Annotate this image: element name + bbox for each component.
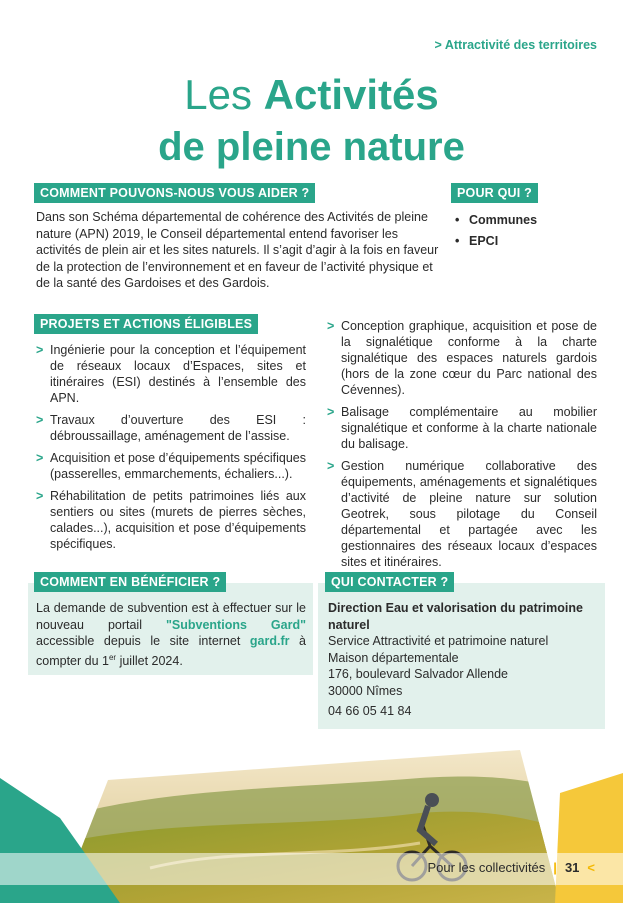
aider-heading: COMMENT POUVONS-NOUS VOUS AIDER ?	[34, 183, 315, 203]
beneficier-heading: COMMENT EN BÉNÉFICIER ?	[34, 572, 226, 592]
list-item: > Réhabilitation de petits patrimoines liés aux sentiers ou sites (murets de pierres sèches, calades...), acquisition et pose d’équipements spécifiques.	[36, 488, 306, 552]
title-les: Les	[184, 71, 264, 118]
beneficier-text-2: accessible depuis le site internet	[36, 634, 250, 648]
footer-separator: |	[553, 860, 557, 875]
list-item: > Acquisition et pose d’équipements spécifiques (passerelles, emmarchements, échaliers...).	[36, 450, 306, 482]
list-item: • Communes	[455, 212, 595, 228]
list-item: > Conception graphique, acquisition et pose de la signalétique conforme à la charte signalétique des espaces naturels gardois (hors de la zone cœur du Parc national des Cévennes).	[327, 318, 597, 398]
contact-city: 30000 Nîmes	[328, 683, 403, 698]
projets-heading: PROJETS ET ACTIONS ÉLIGIBLES	[34, 314, 258, 334]
site-link[interactable]: gard.fr	[249, 634, 290, 648]
footer-label: Pour les collectivités	[427, 860, 546, 875]
beneficier-text	[36, 600, 306, 669]
projets-right-list	[327, 318, 597, 576]
contact-org: Direction Eau et valorisation du patrimoine naturel	[328, 601, 583, 632]
contact-street: 176, boulevard Salvador Allende	[328, 667, 508, 681]
contact-building: Maison départementale	[328, 650, 459, 665]
list-item: > Balisage complémentaire au mobilier signalétique et conforme à la charte nationale du balisage.	[327, 404, 597, 452]
contact-phone[interactable]: 04 66 05 41 84	[328, 704, 412, 718]
contact-block	[328, 600, 600, 720]
title-line2: de pleine nature	[158, 125, 465, 169]
contact-heading: QUI CONTACTER ?	[325, 572, 454, 592]
list-item: > Travaux d’ouverture des ESI : débroussaillage, aménagement de l’assise.	[36, 412, 306, 444]
breadcrumb: > Attractivité des territoires	[434, 38, 597, 52]
projets-left-list	[36, 342, 306, 558]
beneficier-sup: er	[108, 652, 117, 662]
chevron-left-icon: <	[587, 860, 595, 875]
list-item: > Gestion numérique collaborative des équipements, aménagements et signalétiques d’activité de pleine nature sur solution Geotrek, sous pilotage du Conseil départemental et partagée avec les gestionnaires des réseaux locaux d’espaces sites et itinéraires.	[327, 458, 597, 570]
pour-qui-list	[455, 212, 595, 254]
beneficier-text-1: La demande de subvention est à effectuer sur le nouveau portail	[36, 601, 306, 632]
footer	[428, 860, 595, 875]
list-item: • EPCI	[455, 233, 595, 249]
pour-qui-heading: POUR QUI ?	[451, 183, 538, 203]
aider-text: Dans son Schéma départemental de cohérence des Activités de pleine nature (APN) 2019, le Conseil départemental entend favoriser les activités de plein air et les sites naturels. Il s’agit d’agir à la fois en faveur de la protection de l’environnement et en faveur de l’activité physique et de la santé des Gardoises et des Gardois.	[36, 210, 439, 290]
title-activites: Activités	[263, 71, 439, 118]
portal-link[interactable]: "Subventions Gard"	[165, 617, 307, 632]
list-item: > Ingénierie pour la conception et l’équipement de réseaux locaux d’Espaces, sites et itinéraires (ESI) destinés à l’ensemble des APN.	[36, 342, 306, 406]
beneficier-text-4: juillet 2024.	[116, 653, 183, 668]
page-title	[0, 71, 623, 169]
page-number: 31	[564, 860, 580, 875]
contact-service: Service Attractivité et patrimoine naturel	[328, 634, 549, 648]
beneficier-text-3: à compter du 1	[36, 634, 306, 668]
